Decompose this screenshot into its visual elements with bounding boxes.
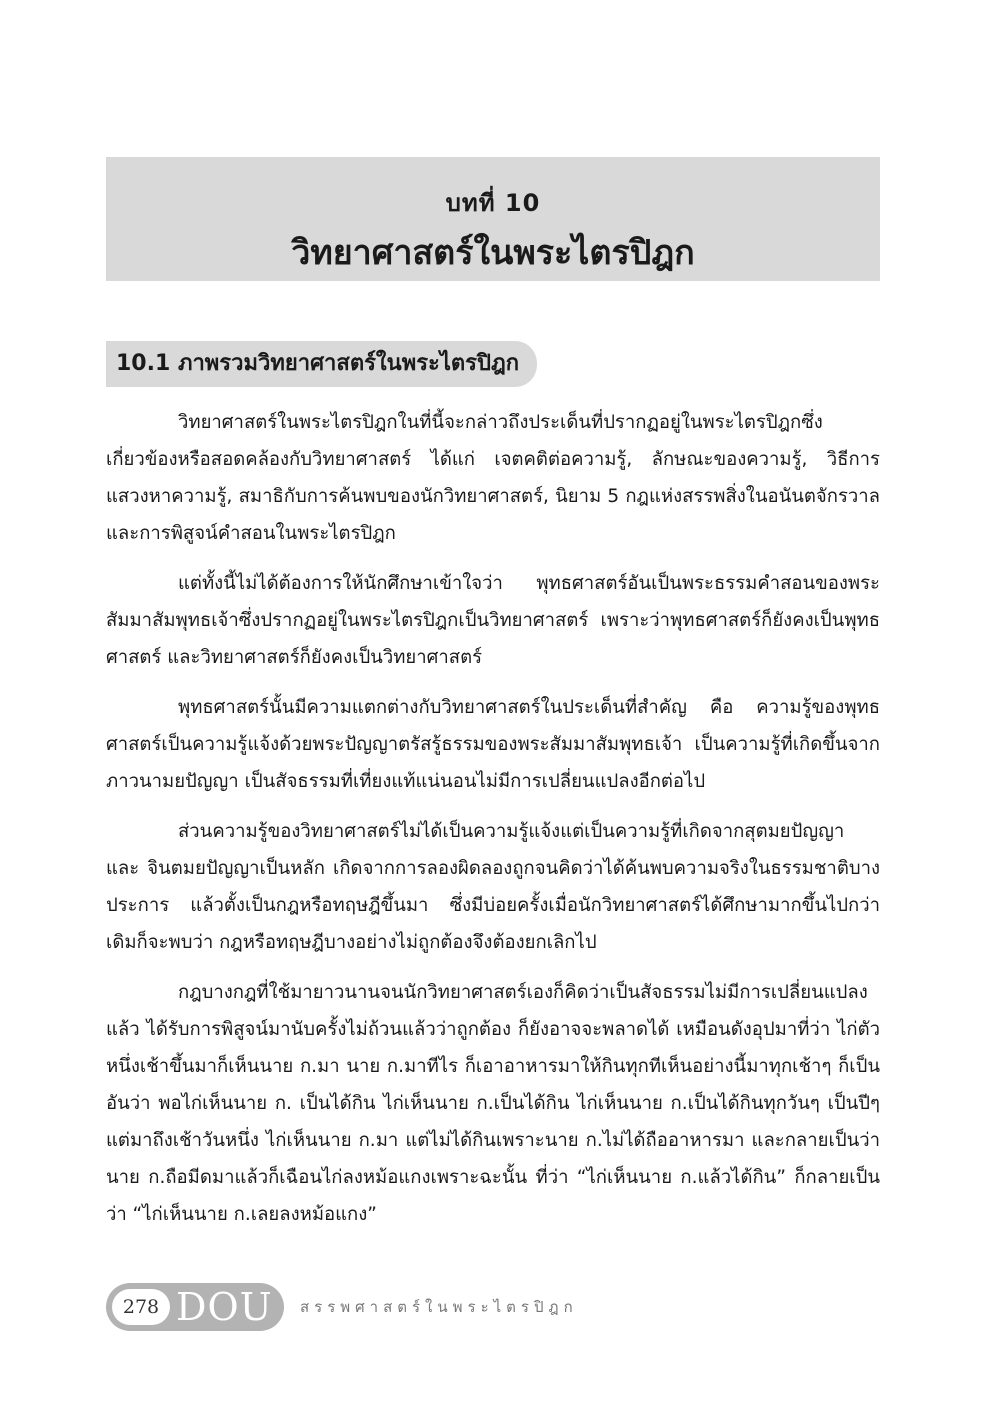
book-title: สรรพศาสตร์ในพระไตรปิฎก bbox=[300, 1298, 578, 1316]
paragraph: ส่วนความรู้ของวิทยาศาสตร์ไม่ได้เป็นความรู้แจ้งแต่เป็นความรู้ที่เกิดจากสุตมยปัญญา และ จินตมยปัญญาเป็นหลัก เกิดจากการลองผิดลองถูกจนคิดว่าได้ค้นพบความจริงในธรรมชาติบางประการ แล้วตั้งเป็นกฎหรือทฤษฎีขึ้นมา ซึ่งมีบ่อยครั้งเมื่อนักวิทยาศาสตร์ได้ศึกษามากขึ้นไปกว่าเดิมก็จะพบว่า กฎหรือทฤษฎีบางอย่างไม่ถูกต้องจึงต้องยกเลิกไป bbox=[106, 821, 880, 953]
footer-badge bbox=[106, 1283, 284, 1331]
dou-logo: DOU bbox=[176, 1285, 273, 1329]
paragraph: แต่ทั้งนี้ไม่ได้ต้องการให้นักศึกษาเข้าใจว่า พุทธศาสตร์อันเป็นพระธรรมคำสอนของพระสัมมาสัมพุทธเจ้าซึ่งปรากฏอยู่ในพระไตรปิฎกเป็นวิทยาศาสตร์ เพราะว่าพุทธศาสตร์ก็ยังคงเป็นพุทธศาสตร์ และวิทยาศาสตร์ก็ยังคงเป็นวิทยาศาสตร์ bbox=[106, 573, 880, 668]
page-number: 278 bbox=[112, 1289, 170, 1325]
body-text bbox=[106, 404, 880, 1246]
chapter-header bbox=[106, 157, 880, 281]
chapter-title: วิทยาศาสตร์ในพระไตรปิฎก bbox=[291, 233, 695, 273]
page-footer bbox=[106, 1283, 886, 1331]
section-heading: 10.1 ภาพรวมวิทยาศาสตร์ในพระไตรปิฎก bbox=[106, 341, 537, 387]
paragraph: กฎบางกฎที่ใช้มายาวนานจนนักวิทยาศาสตร์เองก็คิดว่าเป็นสัจธรรมไม่มีการเปลี่ยนแปลงแล้ว ได้รับการพิสูจน์มานับครั้งไม่ถ้วนแล้วว่าถูกต้อง ก็ยังอาจจะพลาดได้ เหมือนดังอุปมาที่ว่า ไก่ตัวหนึ่งเช้าขึ้นมาก็เห็นนาย ก.มา นาย ก.มาทีไร ก็เอาอาหารมาให้กินทุกทีเห็นอย่างนี้มาทุกเช้าๆ ก็เป็นอันว่า พอไก่เห็นนาย ก. เป็นได้กิน ไก่เห็นนาย ก.เป็นได้กิน ไก่เห็นนาย ก.เป็นได้กินทุกวันๆ เป็นปีๆ แต่มาถึงเช้าวันหนึ่ง ไก่เห็นนาย ก.มา แต่ไม่ได้กินเพราะนาย ก.ไม่ได้ถืออาหารมา และกลายเป็นว่า นาย ก.ถือมีดมาแล้วก็เฉือนไก่ลงหม้อแกงเพราะฉะนั้น ที่ว่า “ไก่เห็นนาย ก.แล้วได้กิน” ก็กลายเป็นว่า “ไก่เห็นนาย ก.เลยลงหม้อแกง” bbox=[106, 982, 880, 1225]
chapter-number: บทที่ 10 bbox=[445, 189, 541, 217]
paragraph: พุทธศาสตร์นั้นมีความแตกต่างกับวิทยาศาสตร์ในประเด็นที่สำคัญ คือ ความรู้ของพุทธศาสตร์เป็นความรู้แจ้งด้วยพระปัญญาตรัสรู้ธรรมของพระสัมมาสัมพุทธเจ้า เป็นความรู้ที่เกิดขึ้นจากภาวนามยปัญญา เป็นสัจธรรมที่เที่ยงแท้แน่นอนไม่มีการเปลี่ยนแปลงอีกต่อไป bbox=[106, 697, 880, 792]
paragraph: วิทยาศาสตร์ในพระไตรปิฎกในที่นี้จะกล่าวถึงประเด็นที่ปรากฏอยู่ในพระไตรปิฎกซึ่งเกี่ยวข้องหรือสอดคล้องกับวิทยาศาสตร์ ได้แก่ เจตคติต่อความรู้, ลักษณะของความรู้, วิธีการแสวงหาความรู้, สมาธิกับการค้นพบของนักวิทยาศาสตร์, นิยาม 5 กฎแห่งสรรพสิ่งในอนันตจักรวาล และการพิสูจน์คำสอนในพระไตรปิฎก bbox=[106, 412, 880, 544]
